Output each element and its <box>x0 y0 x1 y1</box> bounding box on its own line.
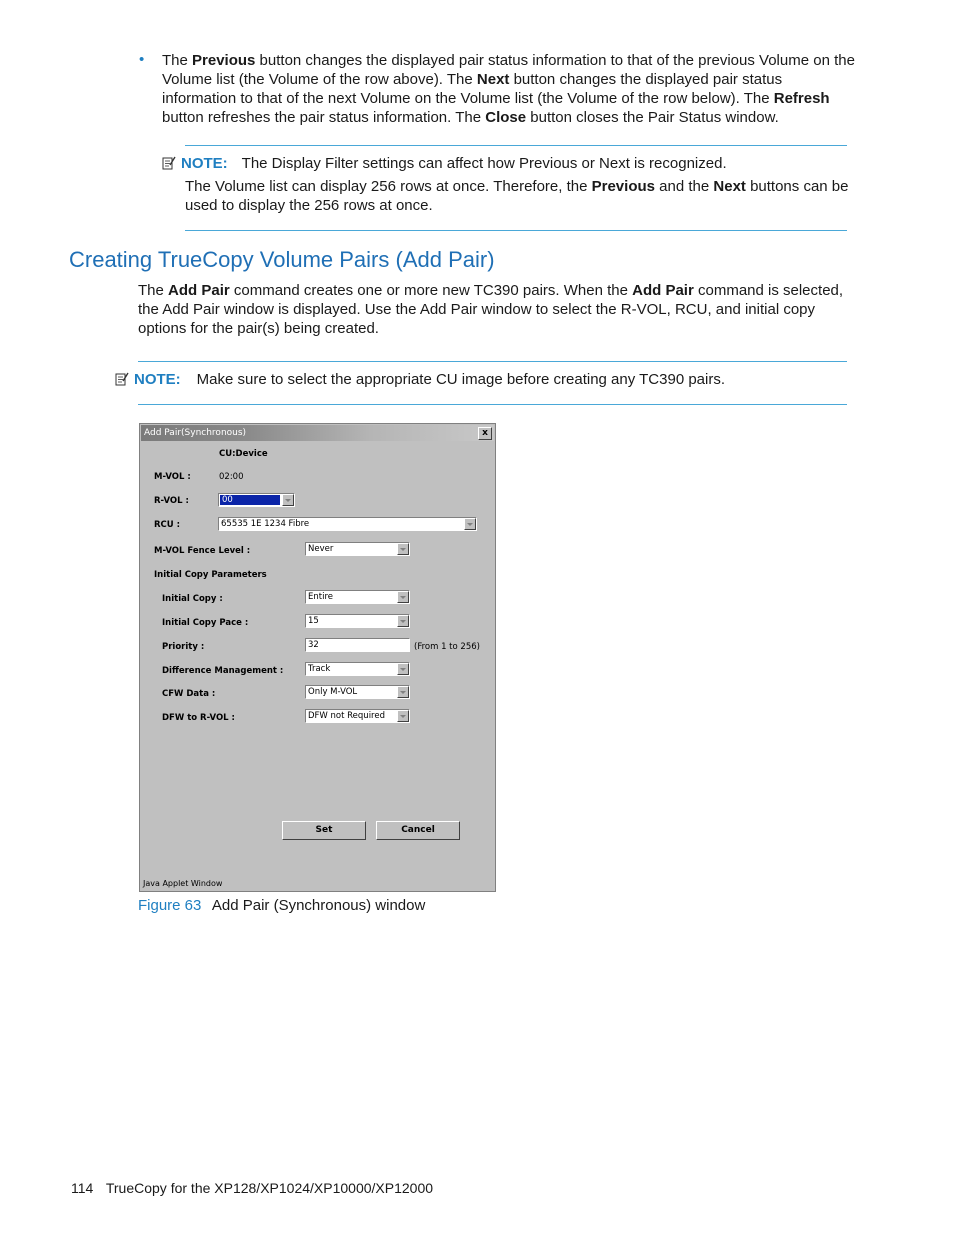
bold-term: Close <box>485 109 527 126</box>
mvol-value: 02:00 <box>219 472 244 482</box>
text-run: command creates one or more new TC390 pairs. When the <box>229 282 633 299</box>
cfw-data-value: Only M-VOL <box>308 687 358 697</box>
initial-copy-pace-value: 15 <box>308 616 319 626</box>
note-2 <box>115 370 725 389</box>
difference-management-select[interactable] <box>305 662 410 676</box>
rcu-label: RCU : <box>154 520 181 530</box>
rcu-value: 65535 1E 1234 Fibre <box>221 519 310 529</box>
priority-value: 32 <box>308 640 319 650</box>
rcu-select[interactable] <box>218 517 477 531</box>
note-1 <box>162 154 727 173</box>
fence-level-label: M-VOL Fence Level : <box>154 546 251 556</box>
note-icon <box>115 372 129 386</box>
note-text: The Display Filter settings can affect how Previous or Next is recognized. <box>241 155 727 172</box>
cu-device-header: CU:Device <box>219 449 268 459</box>
priority-hint: (From 1 to 256) <box>414 642 480 652</box>
priority-input[interactable] <box>305 638 410 652</box>
figure-caption-text: Add Pair (Synchronous) window <box>211 897 426 914</box>
cfw-data-select[interactable] <box>305 685 410 699</box>
text-run: Volume list (the Volume of the row above). The <box>162 71 477 88</box>
dfw-to-rvol-value: DFW not Required <box>308 711 385 721</box>
chevron-down-icon[interactable] <box>397 663 409 675</box>
rvol-value: 00 <box>220 495 280 505</box>
initial-copy-select[interactable] <box>305 590 410 604</box>
text-line <box>162 89 862 108</box>
fence-level-select[interactable] <box>305 542 410 556</box>
text-line <box>185 177 855 196</box>
priority-label: Priority : <box>162 642 205 652</box>
text-run: button changes the displayed pair status information to that of the previous Volume on the <box>255 52 855 69</box>
section-paragraph <box>138 281 858 338</box>
text-run: The <box>162 52 193 69</box>
chevron-down-icon[interactable] <box>464 518 476 530</box>
initial-copy-value: Entire <box>308 592 333 602</box>
text-run: The <box>138 282 169 299</box>
bold-term: Next <box>476 71 510 88</box>
text-line <box>138 281 858 300</box>
chevron-down-icon[interactable] <box>397 615 409 627</box>
rvol-select[interactable] <box>218 493 295 507</box>
applet-status: Java Applet Window <box>143 879 223 888</box>
dfw-to-rvol-select[interactable] <box>305 709 410 723</box>
text-run: button closes the Pair Status window. <box>526 109 779 126</box>
note-icon <box>162 156 176 170</box>
note-label: NOTE: <box>134 371 181 388</box>
note-1-body <box>185 177 855 215</box>
section-heading: Creating TrueCopy Volume Pairs (Add Pair) <box>69 247 495 272</box>
text-line <box>138 319 858 338</box>
bullet-marker: • <box>139 51 145 68</box>
chevron-down-icon[interactable] <box>282 494 294 506</box>
mvol-label: M-VOL : <box>154 472 191 482</box>
chevron-down-icon[interactable] <box>397 543 409 555</box>
text-line <box>162 70 862 89</box>
cfw-data-label: CFW Data : <box>162 689 216 699</box>
difference-management-value: Track <box>308 664 331 674</box>
bold-term: Add Pair <box>168 282 230 299</box>
text-run: button refreshes the pair status information. The <box>162 109 486 126</box>
text-run: command is selected, <box>693 282 844 299</box>
text-run: button changes the displayed pair status <box>509 71 783 88</box>
text-run: used to display the 256 rows at once. <box>185 197 433 214</box>
dialog-title: Add Pair(Synchronous) <box>144 428 247 438</box>
text-run: The Volume list can display 256 rows at once. Therefore, the <box>185 178 592 195</box>
note2-top-rule <box>138 361 847 362</box>
note-label: NOTE: <box>181 155 228 172</box>
add-pair-dialog <box>139 423 496 892</box>
note-top-rule <box>185 145 847 146</box>
bold-term: Add Pair <box>632 282 694 299</box>
rvol-label: R-VOL : <box>154 496 189 506</box>
initial-copy-pace-select[interactable] <box>305 614 410 628</box>
initial-copy-pace-label: Initial Copy Pace : <box>162 618 249 628</box>
bold-term: Previous <box>192 52 256 69</box>
dfw-to-rvol-label: DFW to R-VOL : <box>162 713 235 723</box>
page-number: 114 <box>71 1180 94 1196</box>
set-button[interactable]: Set <box>282 821 366 840</box>
initial-copy-params-header: Initial Copy Parameters <box>154 570 267 580</box>
chevron-down-icon[interactable] <box>397 686 409 698</box>
page-footer <box>71 1180 433 1196</box>
text-run: and the <box>655 178 714 195</box>
text-run: buttons can be <box>745 178 849 195</box>
text-line <box>138 300 858 319</box>
chevron-down-icon[interactable] <box>397 710 409 722</box>
text-line <box>162 108 862 127</box>
note-text: Make sure to select the appropriate CU image before creating any TC390 pairs. <box>196 371 726 388</box>
close-icon[interactable]: x <box>478 427 492 440</box>
text-run: the Add Pair window is displayed. Use the Add Pair window to select the R-VOL, RCU, and initial copy <box>138 301 816 318</box>
footer-title: TrueCopy for the XP128/XP1024/XP10000/XP12000 <box>105 1180 434 1196</box>
figure-caption <box>138 896 425 915</box>
fence-level-value: Never <box>308 544 334 554</box>
bullet-paragraph <box>162 51 862 127</box>
text-run: options for the pair(s) being created. <box>138 320 379 337</box>
text-run: information to that of the next Volume on the Volume list (the Volume of the row below). The <box>162 90 774 107</box>
difference-management-label: Difference Management : <box>162 666 284 676</box>
chevron-down-icon[interactable] <box>397 591 409 603</box>
bold-term: Next <box>713 178 746 195</box>
bold-term: Refresh <box>773 90 830 107</box>
note2-bottom-rule <box>138 404 847 405</box>
text-line <box>185 196 855 215</box>
bold-term: Previous <box>591 178 655 195</box>
cancel-button[interactable]: Cancel <box>376 821 460 840</box>
dialog-title-bar[interactable] <box>141 425 494 441</box>
initial-copy-label: Initial Copy : <box>162 594 223 604</box>
note-bottom-rule <box>185 230 847 231</box>
figure-number: Figure 63 <box>138 897 202 914</box>
text-line <box>162 51 862 70</box>
